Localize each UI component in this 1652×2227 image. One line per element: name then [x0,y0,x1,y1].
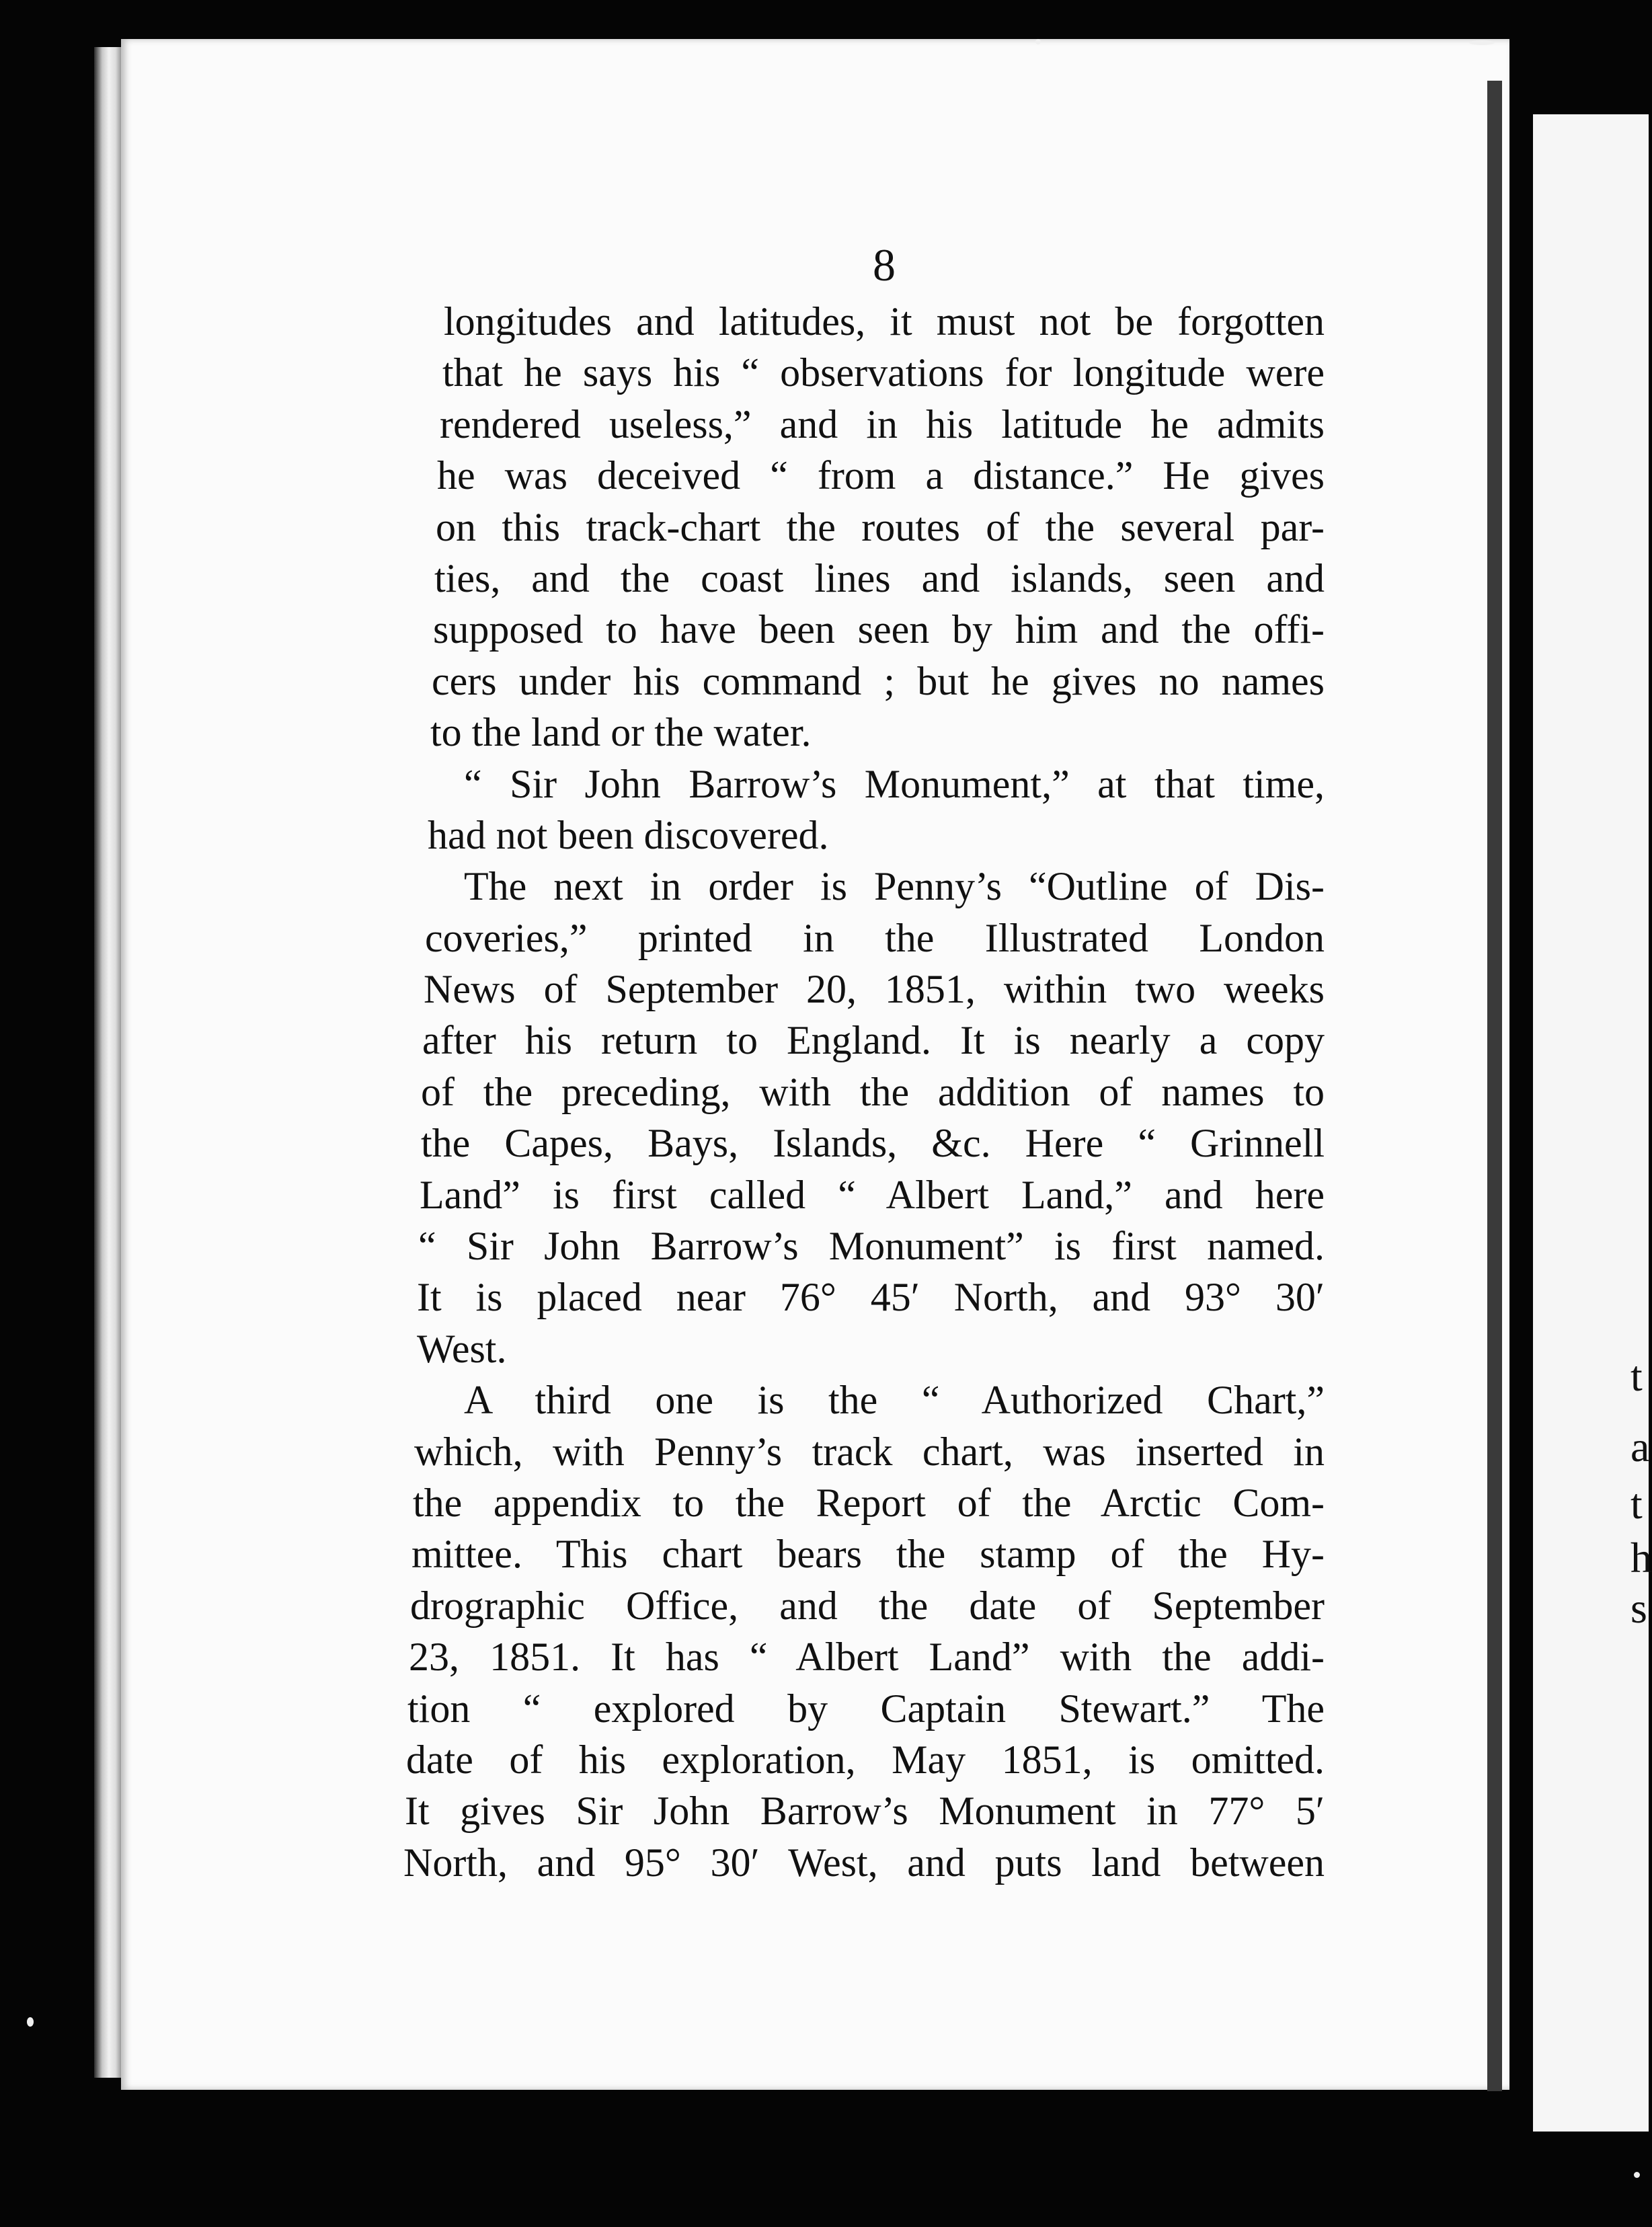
body-text [403,296,1325,1888]
text-line: had not been discovered. [428,812,829,857]
text-line: longitudes and latitudes, it must not be forgotten [444,299,1325,344]
text-line: It gives Sir John Barrow’s Monument in 77° 5′ [405,1789,1325,1834]
text-line: cers under his command ; but he gives no names [432,658,1325,703]
text-line: supposed to have been seen by him and the offi- [433,607,1325,652]
text-line: he was deceived “ from a distance.” He gives [437,453,1325,498]
scan-speck [27,2017,34,2027]
text-line: on this track-chart the routes of the several par- [436,504,1325,549]
facing-page-letter: t [1630,1480,1643,1528]
text-line: West. [417,1326,507,1371]
text-line: tion “ explored by Captain Stewart.” The [407,1686,1325,1731]
text-line: the appendix to the Report of the Arctic Com- [413,1480,1325,1525]
text-line: that he says his “ observations for longitude were [442,350,1325,395]
facing-page [1533,114,1649,2132]
page-edge-shadow [94,47,121,2078]
text-line: mittee. This chart bears the stamp of the Hy- [411,1532,1325,1577]
page-number: 8 [873,239,896,290]
text-line: 23, 1851. It has “ Albert Land” with the addi- [409,1635,1325,1680]
text-line: It is placed near 76° 45′ North, and 93° 30′ [417,1275,1325,1320]
text-line: A third one is the “ Authorized Chart,” [464,1378,1325,1423]
text-line: The next in order is Penny’s “Outline of Dis- [464,864,1325,909]
text-line: North, and 95° 30′ West, and puts land between [403,1840,1325,1885]
text-line: of the preceding, with the addition of names to [421,1069,1325,1114]
text-line: drographic Office, and the date of September [410,1583,1325,1628]
text-line: “ Sir John Barrow’s Monument” is first named. [418,1224,1325,1269]
text-line: which, with Penny’s track chart, was inserted in [414,1429,1325,1474]
text-line: after his return to England. It is nearly a copy [422,1018,1325,1063]
text-line: the Capes, Bays, Islands, &c. Here “ Grinnell [421,1121,1325,1166]
scan-speck [1634,2172,1640,2178]
facing-page-letter: h [1630,1534,1652,1581]
text-line: to the land or the water. [430,710,812,755]
facing-page-letter: s [1630,1584,1647,1632]
text-line: rendered useless,” and in his latitude he admits [440,401,1325,446]
facing-page-letter: a [1630,1423,1650,1471]
text-line: “ Sir John Barrow’s Monument,” at that time, [464,761,1325,806]
text-line: date of his exploration, May 1851, is omitted. [406,1737,1325,1782]
scan-speck [1469,40,1495,45]
facing-page-letter: t [1630,1352,1643,1400]
text-line: Land” is first called “ Albert Land,” and here [420,1172,1325,1217]
text-line: coveries,” printed in the Illustrated London [425,915,1325,960]
text-line: News of September 20, 1851, within two weeks [424,967,1325,1012]
text-line: ties, and the coast lines and islands, seen and [434,555,1325,600]
book-gutter [1487,81,1502,2091]
scan-speck [1035,39,1041,44]
